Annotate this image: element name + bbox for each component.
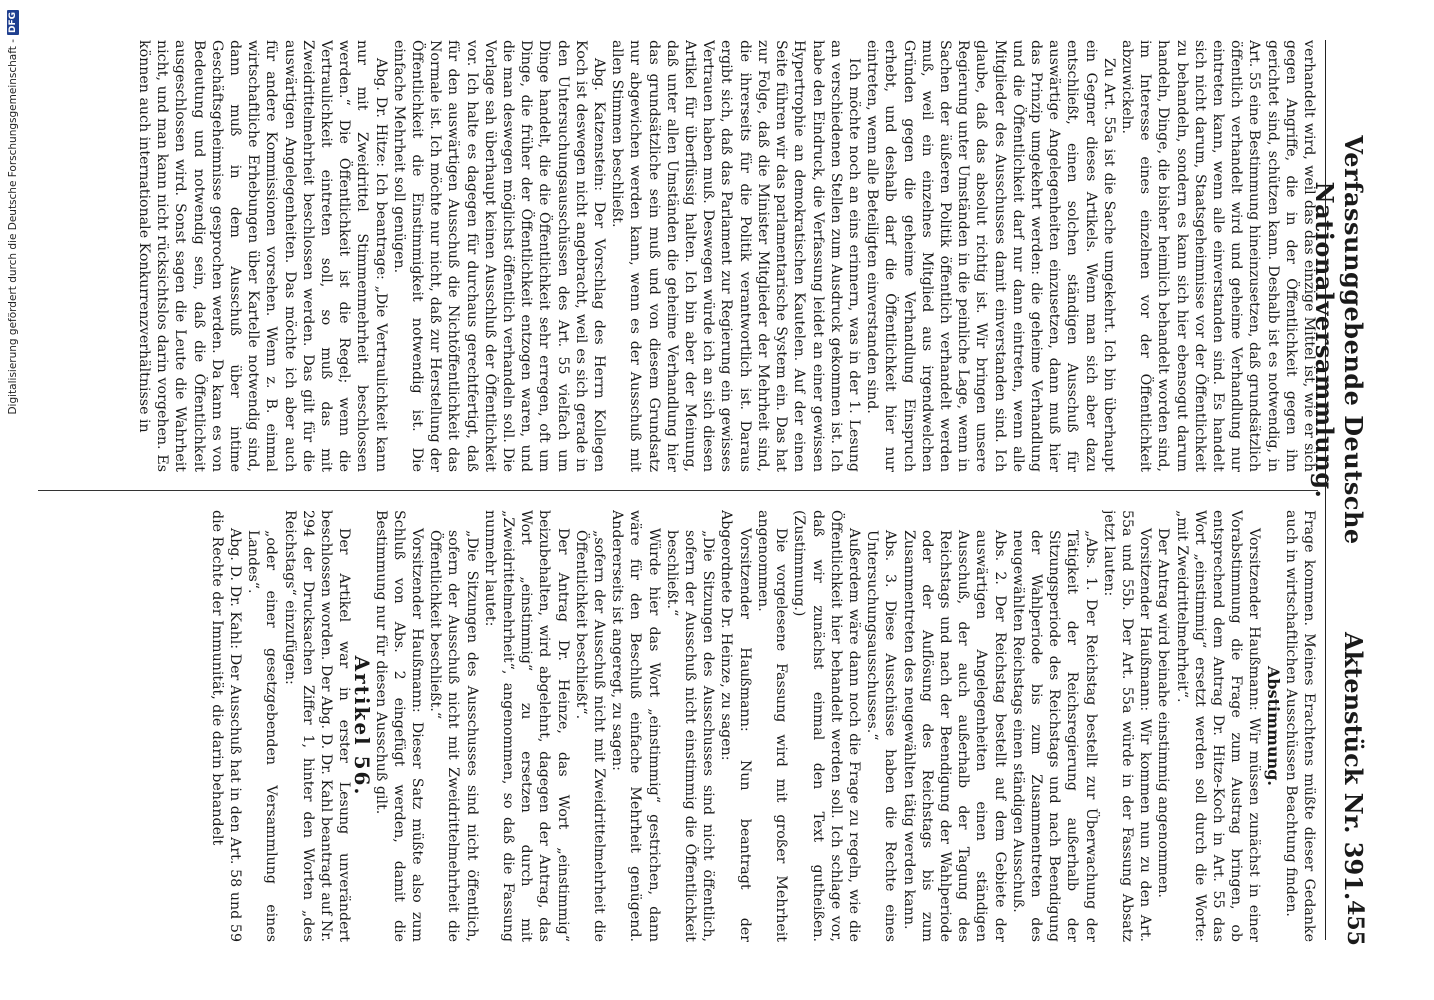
paragraph: verhandelt wird, weil das das einzige Mittel ist, wie er sich gegen Angriffe, die in der Öffentlichkeit gegen ihn gerichtet sind, schützen kann. Deshalb ist es notwendig, in Art. 55 eine Bestimmung hineinzusetzen, daß grundsätzlich öffentlich verhandelt wird und geheime Verhandlung nur eintreten kann, wenn alle einverstanden sind. Es handelt sich nicht darum, Staatsgeheimnisse vor der Öffentlichkeit zu behandeln, sondern es kann sich hier ebensogut darum handeln, Dinge, die bisher heimlich behandelt worden sind, im Interesse eines einzelnen vor der Öffentlichkeit abzuwickeln. xyxy=(1118,40,1317,472)
paragraph: Frage kommen. Meines Erachtens müßte dieser Gedanke auch in wirtschaftlichen Ausschüssen Beachtung finden. xyxy=(1282,510,1317,942)
paragraph: Vorsitzender Haußmann: Wir kommen nun zu den Art. 55a und 55b. Der Art. 55a würde in der Fassung Absatz jetzt lauten: xyxy=(1100,510,1154,942)
paragraph: Der Artikel war in erster Lesung unverändert beschlossen worden. Der Abg. D. Dr. Kahl beantragt auf Nr. 294 der Drucksachen Ziffer 1, hinter den Worten „des Reichstags“ einzufügen: xyxy=(281,510,353,942)
paragraph: Außerdem wäre dann noch die Frage zu regeln, wie die Öffentlichkeit hier behandelt werden soll. Ich schlage vor, daß wir zunächst einmal den Text gutheißen. (Zustimmung.) xyxy=(791,510,862,942)
paragraph: Vorsitzender Haußmann: Wir müssen zunächst in einer Vorabstimmung die Frage zum Austrag bringen, ob entsprechend dem Antrag Dr. Hitze-Koch in Art. 55 das Wort „einstimmig“ ersetzt werden soll durch die Worte: „mit Zweidrittelmehrheit“. xyxy=(1173,510,1263,942)
quoted-text: Abs. 3. Diese Ausschüsse haben die Rechte eines Untersuchungsausschusses.“ xyxy=(864,530,899,942)
column-divider xyxy=(38,490,1318,491)
paragraph: Vorsitzender Haußmann: Nun beantragt der Abgeordnete Dr. Heinze, zu sagen: xyxy=(718,510,753,942)
paragraph: Zu Art. 55a ist die Sache umgekehrt. Ich bin überhaupt ein Gegner dieses Artikels. Wenn man sich aber dazu entschließt, einen solchen ständigen Ausschuß für auswärtige Angelegenheiten einzusetzen, dann muß hier das Prinzip umgekehrt werden: die geheime Verhandlung und die Öffentlichkeit darf nur dann eintreten, wenn alle Mitglieder des Ausschusses damit einverstanden sind. Ich glaube, daß das absolut richtig ist. Wir bringen unsere Regierung unter Umständen in die peinliche Lage, wenn in Sachen der äußeren Politik öffentlich verhandelt werden muß, weil ein einzelnes Mitglied aus irgendwelchen Gründen gegen die geheime Verhandlung Einspruch erhebt, und deshalb darf die Öffentlichkeit hier nur eintreten, wenn alle Beteiligten einverstanden sind. xyxy=(864,40,1117,472)
credit-text: Digitalisierung gefördert durch die Deutsche Forschungsgemeinschaft - xyxy=(7,39,19,415)
section-heading: Abstimmung. xyxy=(1263,666,1283,786)
quoted-text: „Die Sitzungen des Ausschusses sind nicht öffentlich, sofern der Ausschuß nicht mit Zweidrittelmehrheit die Öffentlichkeit beschließt.“ xyxy=(427,530,480,942)
quoted-text: „Abs. 1. Der Reichstag bestellt zur Überwachung der Tätigkeit der Reichsregierung außerhalb der Sitzungsperiode des Reichstags und nach Beendigung der Wahlperiode bis zum Zusammentreten des neugewählten Reichstags einen ständigen Ausschuß. xyxy=(1009,530,1099,942)
paragraph: Vorsitzender Haußmann: Dieser Satz müßte also zum Schluß von Abs. 2 eingefügt werden, damit die Bestimmung nur für diesen Ausschuß gilt. xyxy=(372,510,426,942)
paragraph: Der Antrag Dr. Heinze, das Wort „einstimmig“ beizubehalten, wird abgelehnt, dagegen der Antrag, das Wort „einstimmig“ zu ersetzen durch mit „Zweidrittelmehrheit“, angenommen, so daß die Fassung nunmehr lautet: xyxy=(481,510,571,942)
left-column xyxy=(38,40,1318,472)
document-number: Aktenstück Nr. 391. xyxy=(1339,632,1368,901)
article-heading: Artikel 56. xyxy=(350,655,375,797)
quoted-text: „Die Sitzungen des Ausschusses sind nicht öffentlich, sofern der Ausschuß nicht einstimmig die Öffentlichkeit beschließt.“ xyxy=(663,530,717,942)
header-rule xyxy=(1325,40,1326,940)
page-number: 455 xyxy=(1342,900,1368,946)
dfg-logo: DFG xyxy=(8,12,18,34)
paragraph: Abg. D. Dr. Kahl: Der Ausschuß hat in den Art. 58 und 59 die Rechte der Immunität, die darin behandelt xyxy=(208,510,244,942)
paragraph: Der Antrag wird beinahe einstimmig angenommen. xyxy=(1155,528,1172,899)
paragraph: Würde hier das Wort „einstimmig“ gestrichen, dann wäre für den Beschluß einfache Mehrheit genügend. Andererseits ist angeregt, zu sagen: xyxy=(609,510,662,942)
digitization-credit xyxy=(2,10,24,990)
right-column xyxy=(38,510,1318,942)
paragraph: Ich möchte noch an eins erinnern, was in der 1. Lesung an verschiedenen Stellen zum Ausdruck gekommen ist. Ich habe den Eindruck, die Verfassung leidet an einer gewissen Hypertrophie an demokratischen Kautelen. Auf der einen Seite führen wir das parlamentarische System ein. Das hat zur Folge, daß die Minister Mitglieder der Mehrheit sind, die ihrerseits für die Politik verantwortlich ist. Daraus ergibt sich, daß das Parlament zur Regierung ein gewisses Vertrauen haben muß. Deswegen würde ich an sich diesen Artikel für überflüssig halten. Ich bin aber der Meinung, daß unter allen Umständen die geheime Verhandlung hier das grundsätzliche sein muß und von diesem Grundsatz nur abgewichen werden kann, wenn es der Ausschuß mit allen Stimmen beschließt. xyxy=(609,40,862,472)
quoted-text: Abs. 2. Der Reichstag bestellt auf dem Gebiete der auswärtigen Angelegenheiten einen ständigen Ausschuß, der auch außerhalb der Tagung des Reichstags und nach der Beendigung der Wahlperiode oder der Auflösung des Reichstags bis zum Zusammentreten des neugewählten tätig werden kann. xyxy=(900,530,1008,942)
page-header xyxy=(1310,32,1368,946)
paragraph: Abg. Dr. Hitze: Ich beantrage: „Die Vertraulichkeit kann nur mit Zweidrittel Stimmenmehrheit beschlossen werden.“ Die Öffentlichkeit ist die Regel; wenn die Vertraulichkeit eintreten soll, so muß das mit Zweidrittelmehrheit beschlossen werden. Das gilt für die auswärtigen Angelegenheiten. Das möchte ich aber auch für andere Kommissionen vorsehen. Wenn z. B. einmal wirtschaftliche Erhebungen über Kartelle notwendig sind, dann muß in dem Ausschuß über intime Geschäftsgeheimnisse gesprochen werden. Da kann es von Bedeutung und notwendig sein, daß die Öffentlichkeit ausgeschlossen wird. Sonst sagen die Leute die Wahrheit nicht, und man kann nicht rücksichtslos darin vorgehen. Es können auch internationale Konkurrenzverhältnisse in xyxy=(136,40,389,472)
paragraph: Die vorgelesene Fassung wird mit großer Mehrheit angenommen. xyxy=(754,510,790,942)
quoted-text: „oder einer gesetzgebenden Versammlung eines Landes“. xyxy=(245,530,280,942)
paragraph: Abg. Katzenstein: Der Vorschlag des Herrn Kollegen Koch ist deswegen nicht angebracht, weil es sich gerade in den Untersuchungsausschüssen des Art. 55 vielfach um Dinge handelt, die die Öffentlichkeit sehr erregen, oft um Dinge, die früher der Öffentlichkeit entzogen waren, und die man deswegen möglichst öffentlich verhandeln soll. Die Vorlage sah überhaupt keinen Ausschluß der Öffentlichkeit vor. Ich halte es dagegen für durchaus gerechtfertigt, daß für den auswärtigen Ausschuß die Nichtöffentlichkeit das Normale ist. Ich möchte nur nicht, daß zur Herstellung der Öffentlichkeit die Einstimmigkeit notwendig ist. Die einfache Mehrheit soll genügen. xyxy=(390,40,608,472)
quoted-text: „sofern der Ausschuß nicht mit Zweidrittelmehrheit die Öffentlichkeit beschließt“. xyxy=(572,530,608,942)
page-title: Verfassunggebende Deutsche Nationalversammlung. xyxy=(1310,135,1368,545)
